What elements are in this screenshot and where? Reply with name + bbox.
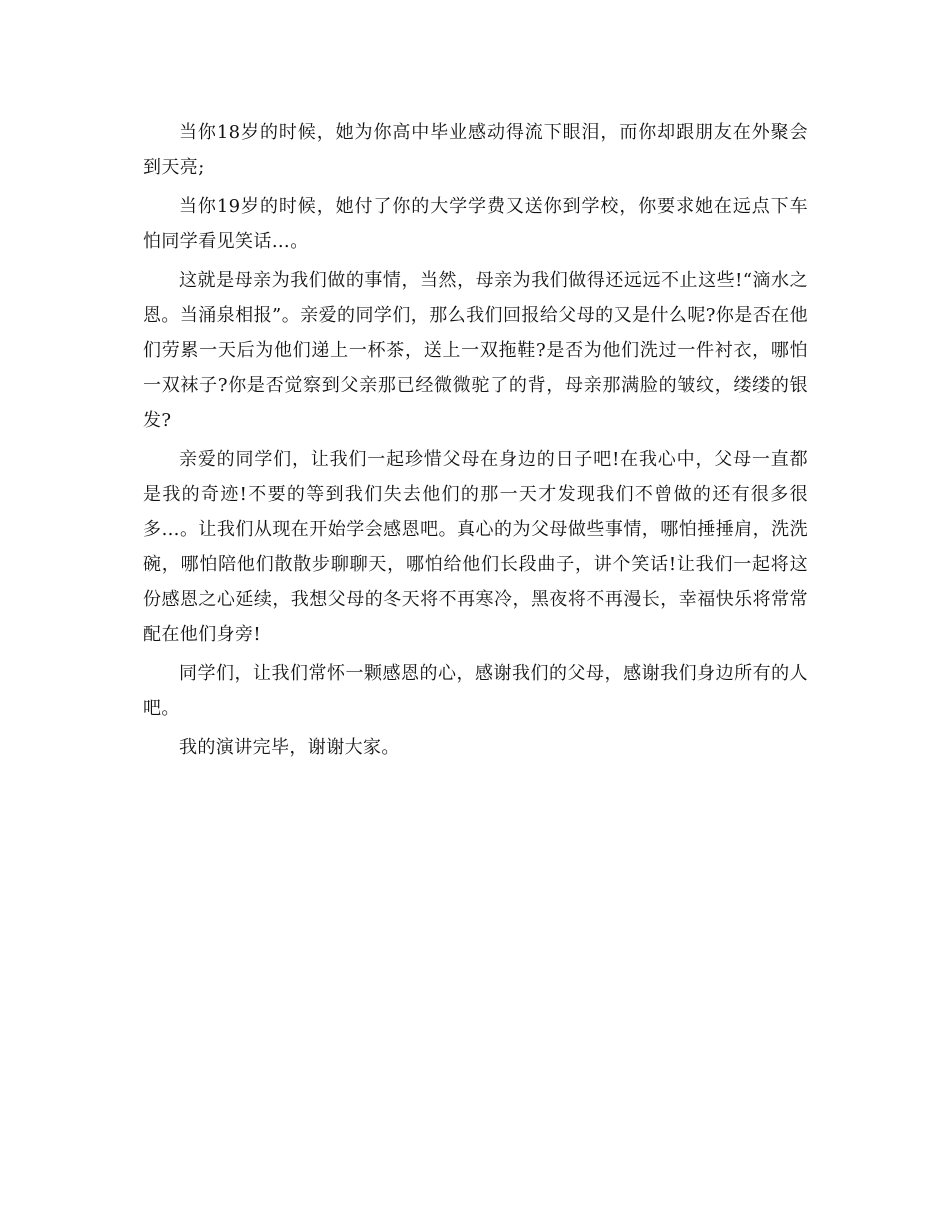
paragraph-1: 当你18岁的时候，她为你高中毕业感动得流下眼泪，而你却跟朋友在外聚会到天亮; — [143, 122, 808, 178]
speech-body — [143, 115, 808, 769]
paragraph-5: 同学们，让我们常怀一颗感恩的心，感谢我们的父母，感谢我们身边所有的人吧。 — [143, 663, 808, 719]
paragraph-6: 我的演讲完毕，谢谢大家。 — [179, 737, 400, 758]
paragraph-3: 这就是母亲为我们做的事情，当然，母亲为我们做得还远远不止这些!“滴水之恩。当涌泉相报”。亲爱的同学们，那么我们回报给父母的又是什么呢?你是否在他们劳累一天后为他们递上一杯茶，送上一双拖鞋?是否为他们洗过一件衬衣，哪怕一双袜子?你是否觉察到父亲那已经微微驼了的背，母亲那满脸的皱纹，缕缕的银发? — [143, 270, 808, 431]
paragraph-4: 亲爱的同学们，让我们一起珍惜父母在身边的日子吧!在我心中，父母一直都是我的奇迹!不要的等到我们失去他们的那一天才发现我们不曾做的还有很多很多…。让我们从现在开始学会感恩吧。真心的为父母做些事情，哪怕捶捶肩，洗洗碗，哪怕陪他们散散步聊聊天，哪怕给他们长段曲子，讲个笑话!让我们一起将这份感恩之心延续，我想父母的冬天将不再寒冷，黑夜将不再漫长，幸福快乐将常常配在他们身旁! — [143, 449, 808, 645]
paragraph-2: 当你19岁的时候，她付了你的大学学费又送你到学校，你要求她在远点下车怕同学看见笑话…。 — [143, 196, 808, 252]
